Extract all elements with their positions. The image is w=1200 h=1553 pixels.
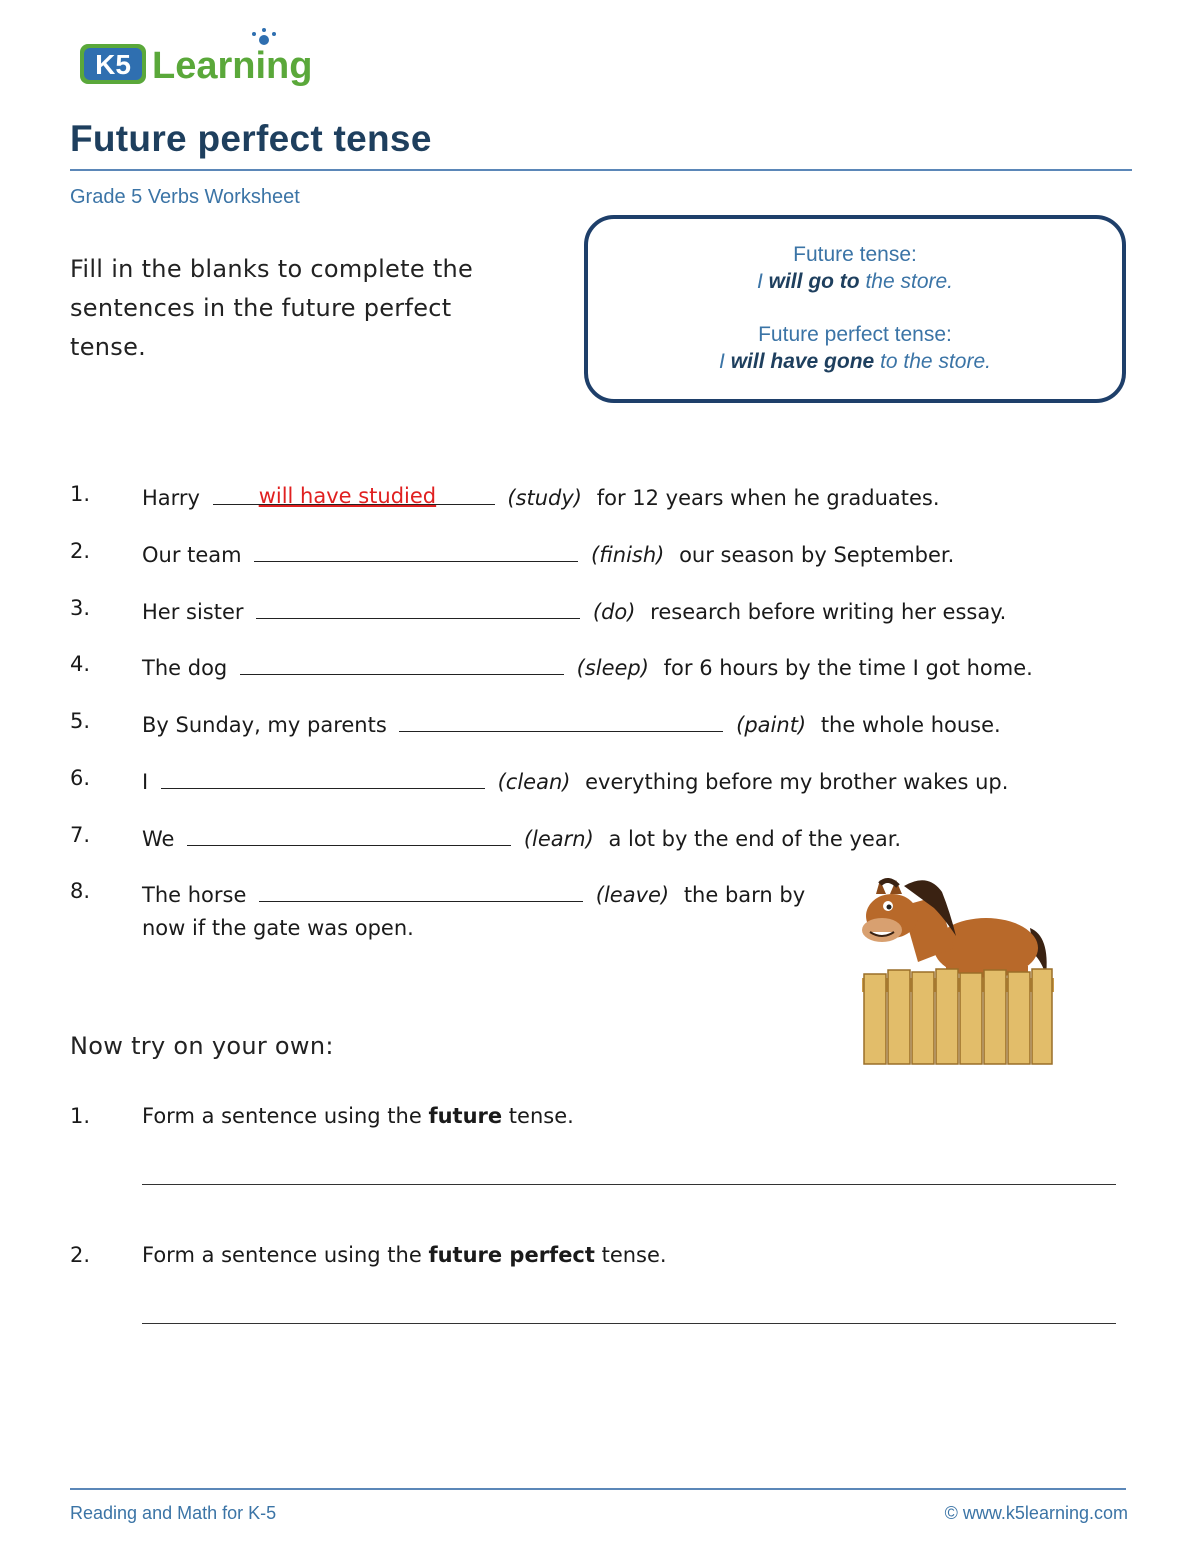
answer-blank[interactable] <box>256 596 580 619</box>
answer-blank[interactable] <box>254 539 578 562</box>
question-text-pre: Harry <box>142 486 200 510</box>
question-number: 8. <box>70 879 91 903</box>
question-text-post: the whole house. <box>820 713 1001 737</box>
question-text-post: a lot by the end of the year. <box>608 827 902 851</box>
perfect-post: to the store. <box>874 350 991 373</box>
answer-blank[interactable] <box>161 766 485 789</box>
logo-word-text: Learning <box>152 45 313 87</box>
horse-illustration <box>858 866 1058 1066</box>
verb-hint: (clean) <box>497 770 571 794</box>
task-number: 1. <box>70 1104 91 1128</box>
answer-blank[interactable] <box>259 879 583 902</box>
task-text-pre: Form a sentence using the <box>142 1104 429 1128</box>
future-perfect-example <box>588 321 1122 375</box>
question-text-post: research before writing her essay. <box>650 600 1007 624</box>
question-number: 1. <box>70 482 91 506</box>
verb-hint: (finish) <box>591 543 665 567</box>
answer-line-1[interactable] <box>142 1184 1116 1185</box>
title-divider <box>70 169 1132 171</box>
question-text-pre: We <box>142 827 175 851</box>
task-text-bold: future perfect <box>428 1243 595 1267</box>
future-pre: I <box>756 270 769 293</box>
question-text-post: our season by September. <box>679 543 955 567</box>
task-text-post: tense. <box>502 1104 574 1128</box>
question-text-pre: The horse <box>142 883 247 907</box>
question-number: 4. <box>70 652 91 676</box>
verb-hint: (paint) <box>736 713 807 737</box>
answer-blank[interactable] <box>399 709 723 732</box>
question-text-pre: I <box>142 770 149 794</box>
question-number: 7. <box>70 823 91 847</box>
future-tense-label: Future tense: <box>793 243 917 266</box>
answer-blank[interactable] <box>213 482 495 508</box>
answer-blank[interactable] <box>240 652 564 675</box>
question-number: 3. <box>70 596 91 620</box>
question-number: 5. <box>70 709 91 733</box>
instructions-text: Fill in the blanks to complete the sentences in the future perfect tense. <box>70 255 474 361</box>
future-perfect-sentence <box>588 348 1122 375</box>
answer-line-2[interactable] <box>142 1323 1116 1324</box>
filled-answer: will have studied <box>258 484 437 508</box>
question-text-post: the barn by now if the gate was open. <box>142 883 806 940</box>
future-tense-sentence <box>588 268 1122 295</box>
page-title: Future perfect tense <box>70 118 432 159</box>
question-text-pre: The dog <box>142 656 228 680</box>
question-text-post: for 12 years when he graduates. <box>596 486 940 510</box>
future-perfect-label: Future perfect tense: <box>758 323 952 346</box>
future-tense-example <box>588 241 1122 295</box>
task-text-post: tense. <box>594 1243 667 1267</box>
question-text-pre: By Sunday, my parents <box>142 713 387 737</box>
future-post: the store. <box>859 270 954 293</box>
footer-website: © www.k5learning.com <box>944 1503 1128 1523</box>
task-text-bold: future <box>428 1104 503 1128</box>
logo-k5-text: K5 <box>95 49 131 80</box>
task-text-pre: Form a sentence using the <box>142 1243 429 1267</box>
page-subtitle: Grade 5 Verbs Worksheet <box>70 186 300 208</box>
k5-learning-logo <box>78 28 328 90</box>
footer-tagline: Reading and Math for K-5 <box>70 1503 277 1523</box>
verb-hint: (study) <box>507 486 583 510</box>
question-number: 2. <box>70 539 91 563</box>
answer-blank[interactable] <box>187 823 511 846</box>
verb-hint: (leave) <box>595 883 670 907</box>
try-heading: Now try on your own: <box>70 1032 334 1060</box>
question-number: 6. <box>70 766 91 790</box>
task-number: 2. <box>70 1243 91 1267</box>
question-text-pre: Her sister <box>142 600 244 624</box>
question-text-pre: Our team <box>142 543 242 567</box>
perfect-bold: will have gone <box>730 350 875 373</box>
verb-hint: (learn) <box>523 827 594 851</box>
future-bold: will go to <box>768 270 860 293</box>
verb-hint: (sleep) <box>576 656 649 680</box>
footer-divider <box>70 1488 1126 1490</box>
question-text-post: for 6 hours by the time I got home. <box>663 656 1033 680</box>
example-box <box>584 215 1126 403</box>
perfect-pre: I <box>719 350 731 373</box>
question-text-post: everything before my brother wakes up. <box>585 770 1009 794</box>
verb-hint: (do) <box>592 600 636 624</box>
